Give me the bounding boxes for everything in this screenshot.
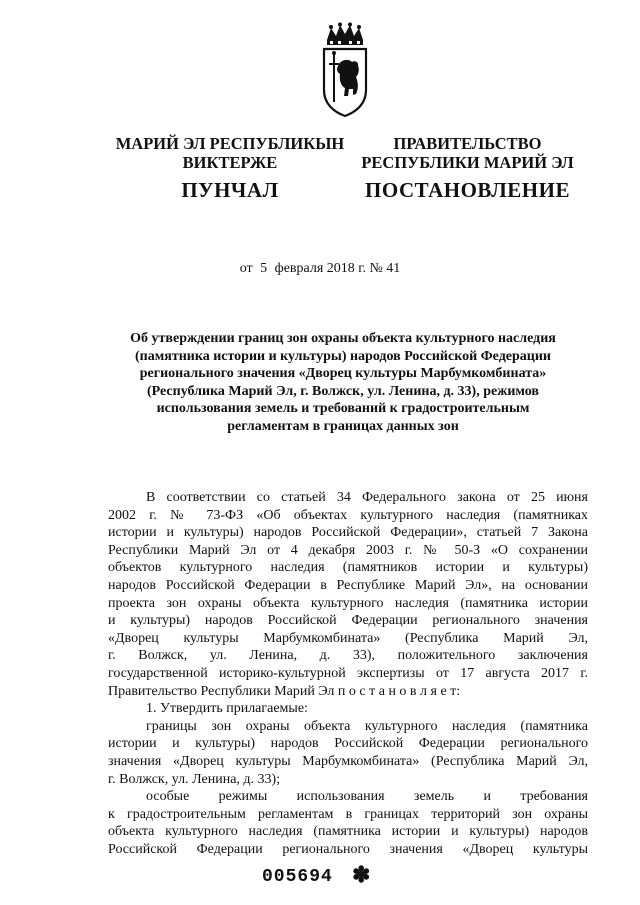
header-left-line2: ВИКТЕРЖЕ <box>182 153 278 172</box>
header-right-line2: РЕСПУБЛИКИ МАРИЙ ЭЛ <box>361 153 574 172</box>
header-left-doc-type: ПУНЧАЛ <box>181 178 279 202</box>
title-line: использования земель и требований к градостроительным <box>156 401 530 416</box>
body-line: проекта зон охраны объекта культурного наследия (памятника истории <box>108 595 588 611</box>
body-line: истории и культуры) народов Российской Федерации регионального <box>108 736 588 752</box>
header-right-line1: ПРАВИТЕЛЬСТВО <box>393 134 542 153</box>
date-rest: февраля 2018 г. № 41 <box>274 261 401 276</box>
document-title <box>108 330 578 435</box>
body-line: 1. Утвердить прилагаемые: <box>146 701 308 717</box>
title-line: (памятника истории и культуры) народов Российской Федерации <box>135 348 551 364</box>
header-right-block <box>360 134 575 200</box>
body-line: объектов культурного наследия (памятников истории и культуры) <box>108 560 588 576</box>
header-right-doc-type: ПОСТАНОВЛЕНИЕ <box>365 178 570 202</box>
body-line: особые режимы использования земель и требования <box>146 789 588 805</box>
title-line: (Республика Марий Эл, г. Волжск, ул. Ленина, д. 33), режимов <box>147 383 539 399</box>
header-left-block <box>105 134 355 200</box>
asterisk-mark: ✽ <box>352 862 371 887</box>
body-line: Российской Федерации регионального значения «Дворец культуры <box>108 841 588 857</box>
body-line: г. Волжск, ул. Ленина, д. 33); <box>108 771 281 787</box>
body-line: народов Российской Федерации в Республике Марий Эл», на основании <box>108 577 588 593</box>
document-date <box>0 261 640 277</box>
body-line: государственной историко-культурной экспертизы от 17 августа 2017 г. <box>108 665 588 681</box>
serial-number: 005694 <box>262 867 333 887</box>
date-day: 5 <box>260 261 268 276</box>
body-line: и культуры) народов Российской Федерации регионального значения <box>108 613 588 629</box>
coat-of-arms-emblem <box>318 22 372 118</box>
body-line: г. Волжск, ул. Ленина, д. 33), положительного заключения <box>108 648 588 664</box>
title-line: регионального значения «Дворец культуры Марбумкомбината» <box>139 366 547 381</box>
date-prefix: от <box>239 261 253 276</box>
body-line: значения «Дворец культуры Марбумкомбината» (Республика Марий Эл, <box>108 753 588 769</box>
header-left-line1: МАРИЙ ЭЛ РЕСПУБЛИКЫН <box>115 134 345 153</box>
body-line: 2002 г. № 73-ФЗ «Об объектах культурного наследия (памятниках <box>108 507 588 523</box>
body-line: к градостроительным регламентам в границах территорий зон охраны <box>108 806 588 822</box>
title-line: регламентам в границах данных зон <box>227 418 459 434</box>
body-line: Республики Марий Эл от 4 декабря 2003 г. № 50-З «О сохранении <box>108 542 588 558</box>
body-line: границы зон охраны объекта культурного наследия (памятника <box>146 718 588 734</box>
body-line: В соответствии со статьей 34 Федерального закона от 25 июня <box>146 490 588 505</box>
body-line: объекта культурного наследия (памятника истории и культуры) народов <box>108 824 588 840</box>
body-line: Правительство Республики Марий Эл п о с т а н о в л я е т: <box>108 683 461 699</box>
title-line: Об утверждении границ зон охраны объекта культурного наследия <box>130 331 556 346</box>
body-line: истории и культуры) народов Российской Федерации», статьей 7 Закона <box>108 525 588 541</box>
document-body <box>108 489 588 858</box>
body-line: «Дворец культуры Марбумкомбината» (Республика Марий Эл, <box>108 630 588 646</box>
